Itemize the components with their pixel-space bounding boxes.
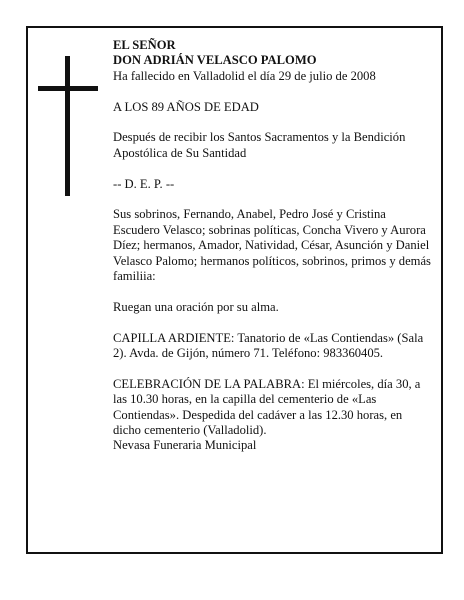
- cross-horizontal-bar: [38, 86, 98, 91]
- family-paragraph: Sus sobrinos, Fernando, Anabel, Pedro José y Cristina Escudero Velasco; sobrinas políticas, Concha Vivero y Aurora Díez; hermanos, Amador, Natividad, César, Asunción y Daniel Velasco Palomo; hermanos políticos, sobrinos, primos y demás familiia:: [113, 207, 431, 284]
- ceremony-paragraph: [113, 377, 431, 439]
- prayer-line: Ruegan una oración por su alma.: [113, 299, 279, 314]
- obituary-text: [113, 38, 431, 454]
- cross-vertical-bar: [65, 56, 70, 196]
- funeral-home: Nevasa Funeraria Municipal: [113, 438, 257, 453]
- deceased-name: DON ADRIÁN VELASCO PALOMO: [113, 53, 317, 68]
- sacraments-line: Después de recibir los Santos Sacramentos y la Bendición Apostólica de Su Santidad: [113, 130, 406, 160]
- rip-line: -- D. E. P. --: [113, 176, 175, 191]
- ceremony-text: El miércoles, día 30, a las 10.30 horas, en la capilla del cementerio de «Las Contiendas». Despedida del cadáver a las 12.30 horas, en dicho cementerio (Valladolid).: [113, 376, 421, 438]
- age-line: A LOS 89 AÑOS DE EDAD: [113, 99, 259, 114]
- heading-title: EL SEÑOR: [113, 38, 176, 52]
- chapel-paragraph: [113, 331, 431, 362]
- death-notice: Ha fallecido en Valladolid el día 29 de julio de 2008: [113, 68, 376, 83]
- chapel-text: Tanatorio de «Las Contiendas» (Sala 2). Avda. de Gijón, número 71. Teléfono: 983360405.: [113, 330, 424, 361]
- ceremony-label: CELEBRACIÓN DE LA PALABRA:: [113, 376, 305, 391]
- chapel-label: CAPILLA ARDIENTE:: [113, 330, 235, 345]
